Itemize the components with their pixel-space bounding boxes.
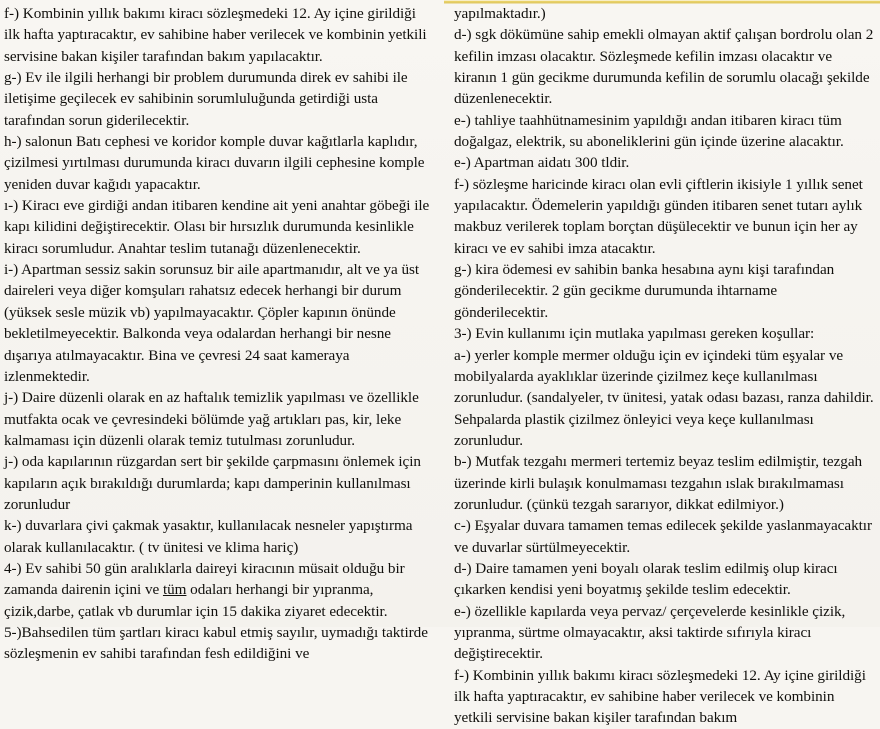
paragraph-item-4-underlined: tüm: [162, 581, 187, 599]
paragraph-e3-right: e-) özellikle kapılarda veya pervaz/ çerçevelerde kesinlikle çizik, yıpranma, sürtme olmayacaktır, aksi taktirde sıfırıyla kiracı değiştirecektir.: [454, 602, 846, 663]
paragraph-j2-left: j-) oda kapılarının rüzgardan sert bir şekilde çarpmasını önlemek için kapıların açık bırakıldığı durumlarda; kapı damperinin kullanılması zorunludur: [4, 453, 421, 513]
paragraph-h-left: h-) salonun Batı cephesi ve koridor komple duvar kağıtlarla kaplıdır, çizilmesi yırtılması durumunda kiracı duvarın ilgili cephesine komple yeniden duvar kağıdı yapacaktır.: [4, 133, 425, 193]
paragraph-item-3-right: 3-) Evin kullanımı için mutlaka yapılması gereken koşullar:: [454, 325, 815, 343]
paragraph-dotless-i-left: ı-) Kiracı eve girdiği andan itibaren kendine ait yeni anahtar göbeği ile kapı kilidini değiştirecektir. Olası bir hırsızlık durumunda kesinlikle kiracı sorumludur. Anahtar teslim tutanağı düzenlenecektir.: [4, 197, 430, 257]
paragraph-item-5-left: 5-)Bahsedilen tüm şartları kiracı kabul etmiş sayılır, uymadığı taktirde sözleşmenin ev sahibi tarafından fesh edildiğini ve: [4, 623, 428, 663]
paragraph-item-4-left: [4, 558, 434, 622]
paragraph-e1-right: e-) tahliye taahhütnamesinim yapıldığı andan itibaren kiracı tüm doğalgaz, elektrik, su aboneliklerini gün içinde üzerine alacaktır.: [454, 111, 844, 151]
paragraph-g-left: g-) Ev ile ilgili herhangi bir problem durumunda direk ev sahibi ile iletişime geçilecek ev sahibinin sorumluluğunda getirdiği usta tarafından sorun giderilecektir.: [4, 69, 408, 129]
paragraph-f-right: f-) sözleşme haricinde kiracı olan evli çiftlerin ikisiyle 1 yıllık senet yapılacaktır. Ödemelerin yapıldığı günden itibaren senet tutarı aylık makbuz verilerek toplam borçtan düşülecektir ve bunun için her ay kiracı ve ev sahibi imza atacaktır.: [454, 175, 863, 257]
paragraph-f2-right: f-) Kombinin yıllık bakımı kiracı sözleşmedeki 12. Ay içine girildiği ilk hafta yaptıracaktır, ev sahibine haber verilecek ve kombinin yetkili servisine bakan kişiler tarafından bakım: [454, 666, 866, 727]
paragraph-g-right: g-) kira ödemesi ev sahibin banka hesabına aynı kişi tarafından gönderilecektir. 2 gün gecikme durumunda ihtarname gönderilecektir.: [454, 261, 835, 321]
paragraph-continuation-right: yapılmaktadır.): [454, 5, 546, 22]
paragraph-e2-right: e-) Apartman aidatı 300 tldir.: [454, 154, 630, 172]
paragraph-a-right: a-) yerler komple mermer olduğu için ev içindeki tüm eşyalar ve mobilyalarda ayaklıklar üzerinde çizilmez keçe kullanılması zorunludur. (sandalyeler, tv ünitesi, yatak odası bazası, ranza dahildir. Sehpalarda plastik çizilmez önleyici veya keçe kullanılması zorunludur.: [454, 346, 874, 449]
left-text-column: [0, 0, 444, 663]
paragraph-d2-right: d-) Daire tamamen yeni boyalı olarak teslim edilmiş olup kiracı çıkarken kendisi yeni boyatmış şekilde teslim edecektir.: [454, 559, 838, 599]
paragraph-f-left: f-) Kombinin yıllık bakımı kiracı sözleşmedeki 12. Ay içine girildiği ilk hafta yaptıracaktır, ev sahibine haber verilecek ve kombinin yetkili servisine bakan kişiler tarafından bakım yapılacaktır.: [4, 5, 427, 65]
paragraph-item-4-after: odaları herhangi bir yıpranma, çizik,darbe, çatlak vb durumlar için 15 dakika ziyaret edecektir.: [4, 581, 388, 620]
paragraph-j1-left: j-) Daire düzenli olarak en az haftalık temizlik yapılması ve özellikle mutfakta ocak ve çevresindeki bölümde yağ artıkları pas, kir, leke kalmaması için düzenli olarak temiz tutulması zorunludur.: [4, 389, 419, 449]
paragraph-i-left: i-) Apartman sessiz sakin sorunsuz bir aile apartmanıdır, alt ve ya üst daireleri veya diğer komşuları rahatsız edecek herhangi bir durum (yüksek sesle müzik vb) yapılmayacaktır. Çöpler kapının önünde bekletilmeyecektir. Balkonda veya odalardan herhangi bir nesne dışarıya atılmayacaktır. Bina ve çevresi 24 saat kameraya izlenmektedir.: [4, 261, 420, 385]
paragraph-k-left: k-) duvarlara çivi çakmak yasaktır, kullanılacak nesneler yapıştırma olarak kullanılacaktır. ( tv ünitesi ve klima hariç): [4, 517, 413, 556]
right-text-column: [444, 0, 880, 727]
paragraph-d-right: d-) sgk dökümüne sahip emekli olmayan aktif çalışan bordrolu olan 2 kefilin imzası olacaktır. Sözleşmede kefilin imzası olacaktır ve kiranın 1 gün gecikme durumunda kefilin de sorumlu olacağı şekilde düzenlenecektir.: [454, 26, 874, 108]
paragraph-b-right: b-) Mutfak tezgahı mermeri tertemiz beyaz teslim edilmiştir, tezgah üzerinde kirli bulaşık konulmaması tezgahın ıslak bırakılmaması zorunludur. (çünkü tezgah sararıyor, dikkat edilmiyor.): [454, 453, 863, 513]
paragraph-c-right: c-) Eşyalar duvara tamamen temas edilecek şekilde yaslanmayacaktır ve duvarlar sürtülmeyecektir.: [454, 517, 872, 556]
paragraph-item-4-before: 4-) Ev sahibi 50 gün aralıklarla daireyi kiracının müsait olduğu bir zamanda dairenin içini ve: [4, 559, 405, 599]
